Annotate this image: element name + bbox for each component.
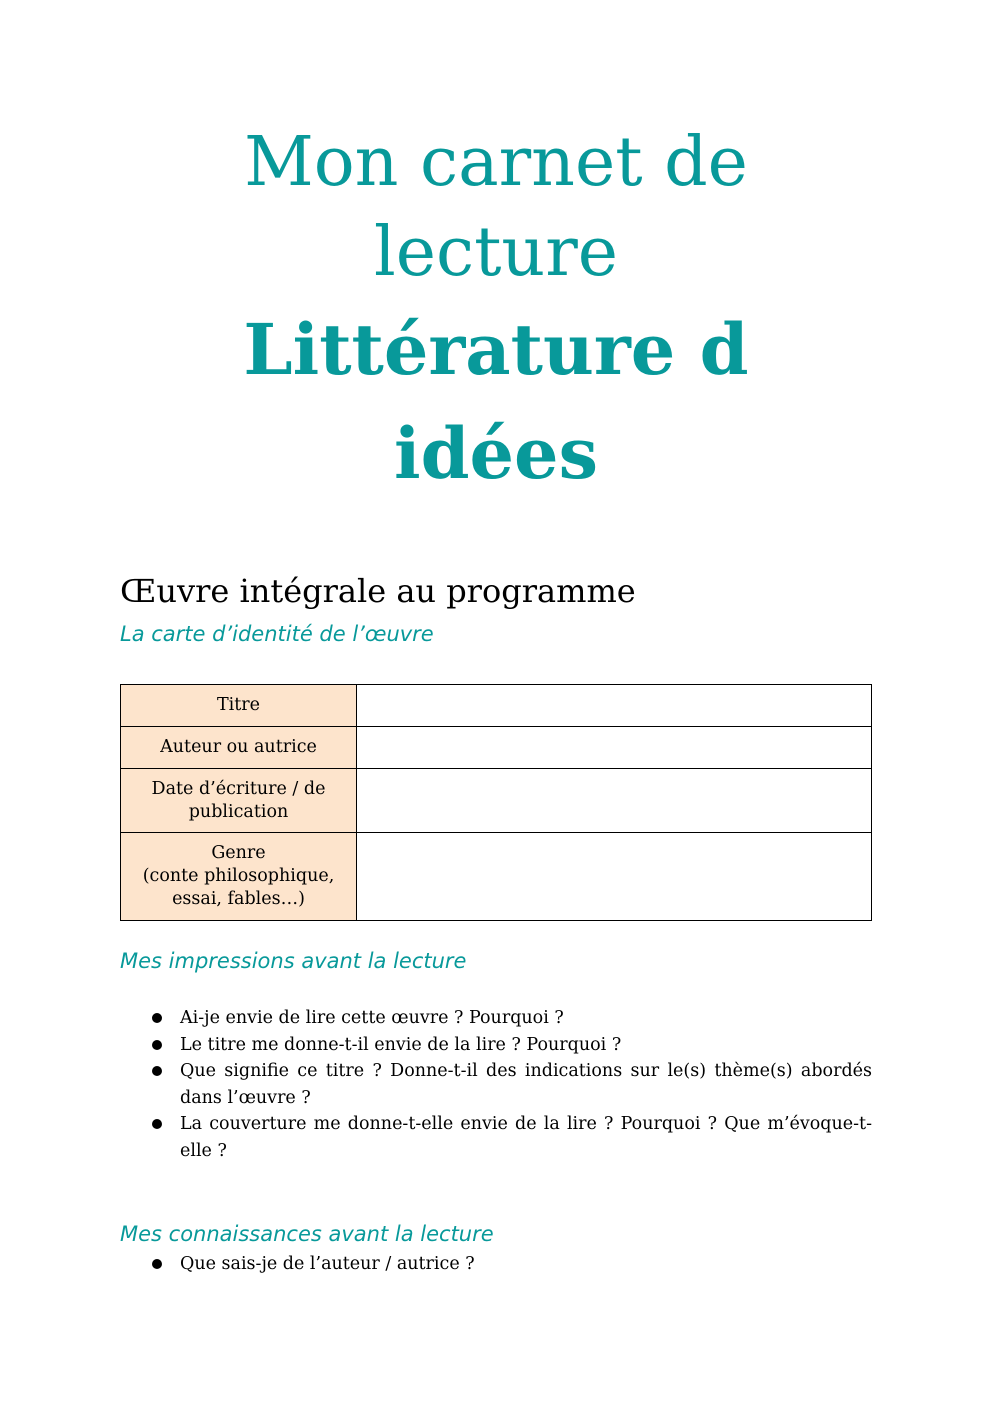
identity-label-text: Titre <box>216 695 261 715</box>
identity-label-genre <box>121 833 357 921</box>
identity-label-title <box>121 685 357 727</box>
identity-row-title <box>121 685 872 727</box>
identity-row-author <box>121 727 872 769</box>
bullet-icon <box>152 1119 162 1129</box>
list-item-text: Que sais-je de l’auteur / autrice ? <box>180 1254 475 1274</box>
list-item <box>120 1005 872 1032</box>
bullet-icon <box>152 1259 162 1269</box>
bullet-icon <box>152 1013 162 1023</box>
knowledge-list <box>120 1251 872 1278</box>
identity-table <box>120 684 872 921</box>
identity-value-author[interactable] <box>357 727 872 769</box>
impressions-list <box>120 1005 872 1164</box>
identity-value-genre[interactable] <box>357 833 872 921</box>
list-item-text: La couverture me donne-t-elle envie de la lire ? Pourquoi ? Que m’évoque-t-elle ? <box>180 1114 872 1161</box>
identity-label-text: Auteur ou autrice <box>160 737 317 757</box>
impressions-heading: Mes impressions avant la lecture <box>120 949 467 973</box>
bullet-icon <box>152 1040 162 1050</box>
identity-label-text: essai, fables…) <box>172 889 305 909</box>
document-title <box>120 118 872 506</box>
identity-row-date <box>121 769 872 833</box>
title-sub-line1: Littérature d <box>243 308 749 391</box>
list-item-text: Ai-je envie de lire cette œuvre ? Pourquoi ? <box>180 1008 564 1028</box>
identity-label-text: (conte philosophique, <box>142 866 335 886</box>
list-item <box>120 1111 872 1164</box>
title-main-line2: lecture <box>374 213 618 292</box>
identity-label-date <box>121 769 357 833</box>
title-main-line1: Mon carnet de <box>244 123 748 202</box>
identity-label-text: Genre <box>211 843 266 863</box>
list-item <box>120 1058 872 1111</box>
section-heading: Œuvre intégrale au programme <box>120 572 636 610</box>
identity-value-date[interactable] <box>357 769 872 833</box>
identity-label-author <box>121 727 357 769</box>
list-item <box>120 1251 872 1278</box>
title-sub-line2: idées <box>393 412 599 495</box>
knowledge-heading: Mes connaissances avant la lecture <box>120 1222 494 1246</box>
identity-value-title[interactable] <box>357 685 872 727</box>
list-item <box>120 1032 872 1059</box>
identity-row-genre <box>121 833 872 921</box>
list-item-text: Le titre me donne-t-il envie de la lire ? Pourquoi ? <box>180 1034 622 1055</box>
identity-label-text: Date d’écriture / de <box>151 778 326 799</box>
list-item-text: Que signifie ce titre ? Donne-t-il des indications sur le(s) thème(s) abordés dans l’œuvre ? <box>180 1061 872 1108</box>
bullet-icon <box>152 1066 162 1076</box>
identity-label-text: publication <box>188 801 289 822</box>
identity-heading: La carte d’identité de l’œuvre <box>120 622 434 646</box>
